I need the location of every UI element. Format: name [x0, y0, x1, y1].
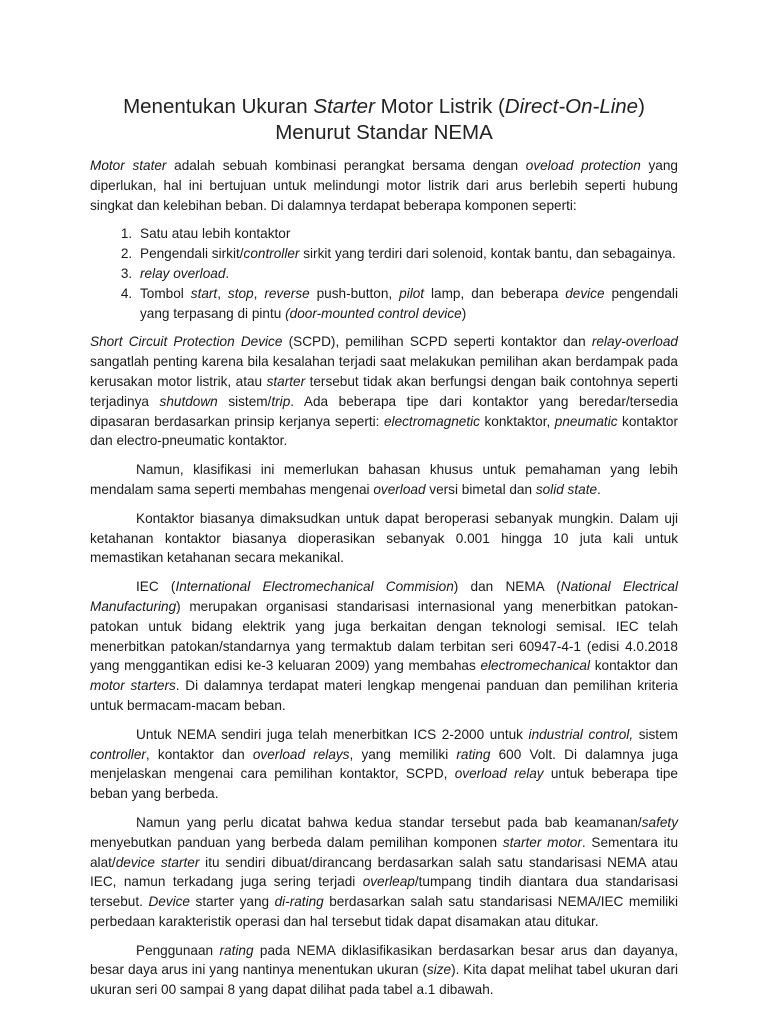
- italic-text-run: motor starters: [90, 678, 176, 694]
- italic-text-run: solid state: [535, 481, 598, 497]
- italic-text-run: overload relay: [454, 766, 544, 782]
- text-run: adalah sebuah kombinasi perangkat bersama dengan: [166, 158, 526, 173]
- italic-text-run: size: [426, 962, 452, 978]
- text-run: Namun, klasifikasi ini memerlukan bahasan khusus untuk pemahaman yang lebih mendalam sama seperti membahas mengenai: [90, 462, 678, 497]
- paragraph-contactor-endurance: [90, 509, 678, 568]
- italic-text-run: di-rating: [274, 894, 324, 910]
- text-run: Penggunaan: [136, 942, 220, 958]
- text-run: . Di dalamnya terdapat materi lengkap mengenai panduan dan pemilihan kriteria untuk bermacam-macam beban.: [90, 678, 678, 713]
- italic-text-run: device: [565, 285, 605, 301]
- paragraph-safety: [90, 813, 678, 932]
- list-item: [136, 244, 678, 264]
- italic-text-run: Device: [148, 894, 190, 910]
- text-run: sistem/: [217, 393, 272, 409]
- italic-text-run: Direct-On-Line: [504, 95, 639, 118]
- text-run: starter yang: [190, 894, 275, 910]
- text-run: , yang memiliki: [349, 746, 457, 762]
- text-run: Satu atau lebih kontaktor: [140, 226, 291, 242]
- text-run: itu sendiri dibuat/dirancang berdasarkan salah satu standarisasi NEMA atau IEC, namun terkadang juga sering terjadi: [90, 854, 678, 890]
- paragraph-nema-ics: [90, 725, 678, 804]
- text-run: Motor Listrik (: [374, 95, 505, 118]
- component-list: [90, 224, 678, 323]
- text-run: ,: [253, 285, 265, 301]
- text-run: (SCPD), pemilihan SCPD seperti kontaktor dan: [282, 334, 592, 350]
- list-item: [136, 224, 678, 244]
- italic-text-run: stop: [227, 285, 254, 301]
- text-run: ) merupakan organisasi standarisasi internasional yang menerbitkan patokan-patokan untuk bidang elektrik yang juga berkaitan dengan teknologi semisal. IEC telah menerbitkan patokan/standarnya yang termaktub dalam terbitan seri 60947-4-1 (edisi 4.0.2018 yang menggantikan edisi ke-3 keluaran 2009) yang membahas: [90, 598, 678, 674]
- text-run: Namun yang perlu dicatat bahwa kedua standar tersebut pada bab keamanan/: [136, 814, 642, 830]
- text-run: konktaktor,: [479, 413, 555, 429]
- italic-text-run: electromagnetic: [384, 413, 480, 429]
- intro-paragraph: [90, 156, 678, 215]
- italic-text-run: trip: [271, 393, 291, 409]
- italic-text-run: reverse: [264, 285, 310, 301]
- text-run: menyebutkan panduan yang berbeda dalam pemilihan komponen: [90, 834, 503, 850]
- italic-text-run: relay overload: [140, 265, 226, 281]
- paragraph-iec-nema: [90, 577, 678, 716]
- italic-text-run: overload: [373, 481, 426, 497]
- italic-text-run: controller: [90, 746, 146, 762]
- italic-text-run: starter: [266, 373, 306, 389]
- italic-text-run: electromechanical: [480, 658, 591, 674]
- italic-text-run: pneumatic: [554, 413, 618, 429]
- italic-text-run: rating: [219, 942, 254, 958]
- text-run: pengendali yang terpasang di pintu: [140, 285, 678, 321]
- text-run: .: [597, 481, 601, 497]
- italic-text-run: oveload protection: [525, 158, 641, 173]
- text-run: berdasarkan salah satu standarisasi NEMA/IEC memiliki perbedaan karakteristik operasi dan hal tersebut tidak dapat disamakan atau ditukar.: [90, 894, 678, 929]
- italic-text-run: device starter: [115, 854, 200, 870]
- text-run: ,: [217, 285, 228, 301]
- text-run: .: [225, 265, 230, 281]
- italic-text-run: Motor stater: [90, 158, 167, 173]
- text-run: versi bimetal dan: [425, 481, 536, 497]
- text-run: sirkit yang terdiri dari solenoid, kontak bantu, dan sebagainya.: [299, 246, 676, 262]
- list-item: [136, 264, 678, 284]
- text-run: IEC (: [136, 579, 176, 595]
- italic-text-run: International Electromechanical Commision: [175, 579, 454, 595]
- text-run: , kontaktor dan: [145, 746, 253, 762]
- document-body: [90, 156, 678, 1009]
- text-run: lamp, dan beberapa: [424, 285, 566, 301]
- text-run: Pengendali sirkit/: [140, 246, 244, 262]
- text-run: tersebut tidak akan berfungsi dengan baik contohnya seperti terjadinya: [90, 373, 679, 409]
- italic-text-run: industrial control,: [528, 726, 634, 742]
- italic-text-run: controller: [243, 246, 300, 262]
- text-run: ): [461, 305, 467, 321]
- text-run: push-button,: [309, 285, 400, 301]
- italic-text-run: overleap: [362, 874, 415, 890]
- italic-text-run: pilot: [399, 285, 425, 301]
- document-title: [90, 94, 678, 146]
- text-run: /tumpang tindih diantara dua standarisasi tersebut.: [90, 874, 679, 910]
- text-run: ). Kita dapat melihat tabel ukuran dari ukuran seri 00 sampai 8 yang dapat dilihat pada tabel a.1 dibawah.: [90, 962, 679, 998]
- text-run: yang diperlukan, hal ini bertujuan untuk melindungi motor listrik dari arus berlebih seperti hubung singkat dan kelebihan beban. Di dalamnya terdapat beberapa komponen seperti:: [90, 158, 678, 213]
- text-run: ) Menurut Standar NEMA: [275, 95, 645, 144]
- text-run: kontaktor dan electro-pneumatic kontaktor.: [90, 413, 678, 449]
- italic-text-run: Starter: [313, 95, 375, 118]
- text-run: Kontaktor biasanya dimaksudkan untuk dapat beroperasi sebanyak mungkin. Dalam uji ketahanan kontaktor biasanya dioperasikan sebanyak 0.001 hingga 10 juta kali untuk memastikan ketahanan secara mekanikal.: [90, 510, 678, 566]
- text-run: . Sementara itu alat/: [90, 834, 679, 870]
- italic-text-run: shutdown: [159, 393, 218, 409]
- text-run: . Ada beberapa tipe dari kontaktor yang beredar/tersedia dipasaran berdasarkan prinsip kerjanya seperti:: [90, 393, 678, 429]
- paragraph-rating-size: [90, 941, 678, 1000]
- italic-text-run: Short Circuit Protection Device: [90, 334, 283, 350]
- text-run: sangatlah penting karena bila kesalahan terjadi saat melakukan pemilihan akan berdampak pada kerusakan motor listrik, atau: [90, 354, 678, 389]
- text-run: ) dan NEMA (: [453, 579, 561, 595]
- text-run: untuk beberapa tipe beban yang berbeda.: [90, 766, 678, 802]
- italic-text-run: National Electrical Manufacturing: [90, 579, 679, 614]
- italic-text-run: safety: [641, 814, 678, 830]
- text-run: sistem: [633, 726, 678, 742]
- italic-text-run: starter motor: [502, 834, 582, 850]
- text-run: Untuk NEMA sendiri juga telah menerbitkan ICS 2-2000 untuk: [136, 726, 529, 742]
- italic-text-run: relay-overload: [591, 334, 678, 350]
- text-run: pada NEMA diklasifikasikan berdasarkan besar arus dan dayanya, besar daya arus ini yang nantinya menentukan ukuran (: [90, 942, 679, 978]
- text-run: kontaktor dan: [590, 658, 678, 674]
- italic-text-run: rating: [456, 746, 491, 762]
- paragraph-scpd: [90, 332, 678, 451]
- italic-text-run: (door-mounted control device: [285, 305, 462, 321]
- text-run: Menentukan Ukuran: [123, 95, 314, 118]
- text-run: Tombol: [140, 285, 191, 301]
- paragraph-classification: [90, 460, 678, 500]
- text-run: 600 Volt. Di dalamnya juga menjelaskan mengenai cara pemilihan kontaktor, SCPD,: [90, 746, 678, 782]
- italic-text-run: overload relays: [252, 746, 350, 762]
- italic-text-run: start: [190, 285, 218, 301]
- list-item: [136, 284, 678, 324]
